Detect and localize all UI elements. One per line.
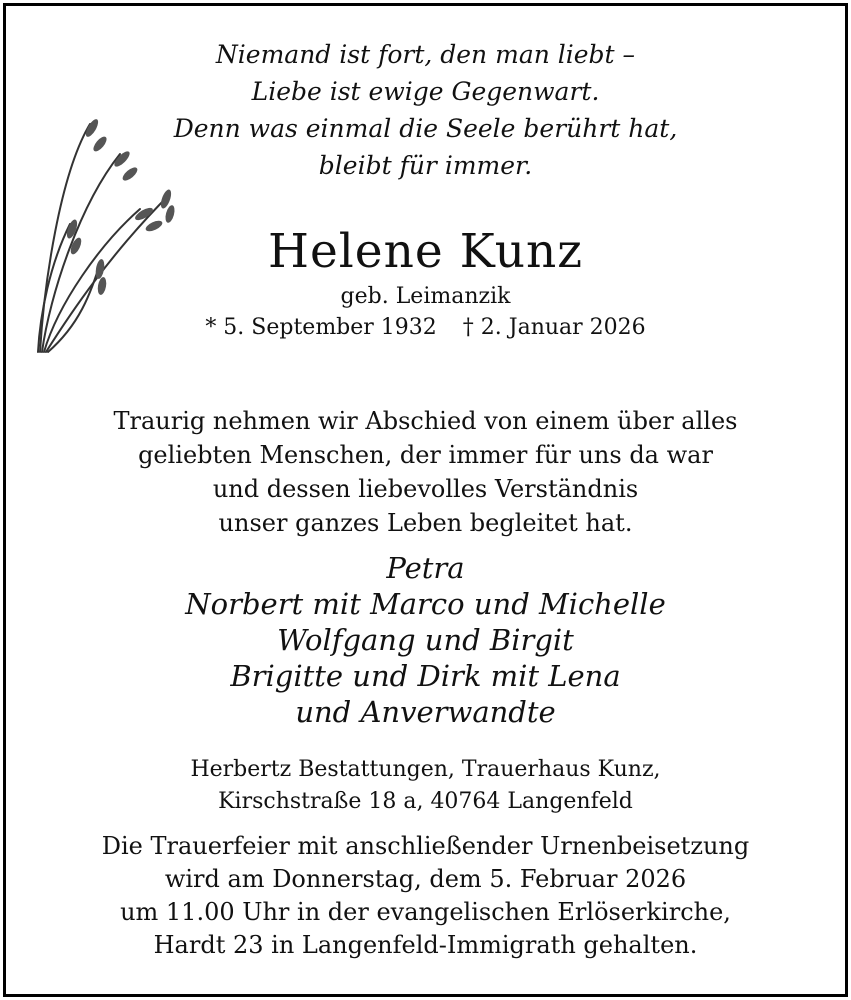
ceremony-info <box>6 830 845 962</box>
message-line: geliebten Menschen, der immer für uns da war <box>138 441 713 469</box>
obituary-notice <box>3 3 848 997</box>
ceremony-line: Die Trauerfeier mit anschließender Urnenbeisetzung <box>101 832 750 860</box>
ceremony-line: wird am Donnerstag, dem 5. Februar 2026 <box>164 865 687 893</box>
mourners-list <box>6 550 845 730</box>
poem-line: Denn was einmal die Seele berührt hat, <box>173 114 678 143</box>
funeral-home-line: Herbertz Bestattungen, Trauerhaus Kunz, <box>190 757 661 782</box>
poem-line: Liebe ist ewige Gegenwart. <box>251 77 600 106</box>
poem-line: Niemand ist fort, den man liebt – <box>215 40 636 69</box>
life-dates <box>6 312 845 344</box>
poem <box>6 36 845 184</box>
funeral-home-line: Kirschstraße 18 a, 40764 Langenfeld <box>218 789 633 814</box>
ceremony-line: um 11.00 Uhr in der evangelischen Erlöserkirche, <box>120 898 731 926</box>
birth-name: geb. Leimanzik <box>340 284 511 309</box>
farewell-message <box>6 404 845 540</box>
death-date: † 2. Januar 2026 <box>462 315 646 340</box>
funeral-home <box>6 754 845 818</box>
message-line: unser ganzes Leben begleitet hat. <box>218 509 633 537</box>
deceased-name: Helene Kunz <box>267 224 584 279</box>
mourner: Wolfgang und Birgit <box>277 623 574 657</box>
mourner: Petra <box>386 551 465 585</box>
mourner: Brigitte und Dirk mit Lena <box>230 659 621 693</box>
mourner: Norbert mit Marco und Michelle <box>185 587 666 621</box>
message-line: Traurig nehmen wir Abschied von einem über alles <box>113 407 738 435</box>
birth-date: * 5. September 1932 <box>205 315 437 340</box>
ceremony-line: Hardt 23 in Langenfeld-Immigrath gehalten. <box>153 931 698 959</box>
poem-line: bleibt für immer. <box>318 151 533 180</box>
message-line: und dessen liebevolles Verständnis <box>212 475 639 503</box>
mourner: und Anverwandte <box>295 695 556 729</box>
